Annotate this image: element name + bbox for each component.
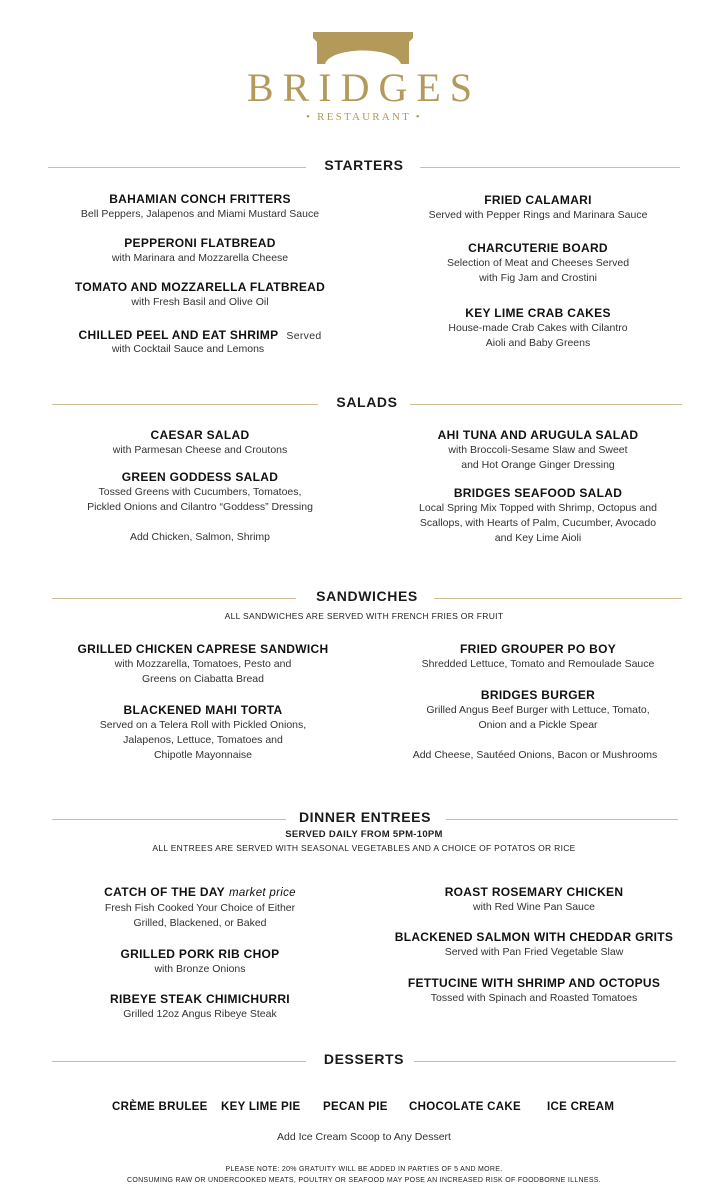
add-on-note: Add Cheese, Sautéed Onions, Bacon or Mushrooms <box>412 749 658 761</box>
item-desc: with Parmesan Cheese and Croutons <box>112 444 288 456</box>
menu-item <box>40 280 360 310</box>
item-desc: with Fig Jam and Crostini <box>479 272 597 284</box>
item-extra: Served <box>286 330 322 342</box>
item-desc: with Mozzarella, Tomatoes, Pesto and <box>114 658 292 670</box>
item-desc: Greens on Ciabatta Bread <box>142 673 264 685</box>
menu-item <box>388 688 688 733</box>
item-name: CAESAR SALAD <box>150 428 250 442</box>
item-desc: with Red Wine Pan Sauce <box>473 901 595 913</box>
item-desc: Served with Pepper Rings and Marinara Sauce <box>428 209 648 221</box>
section-title: SANDWICHES <box>316 588 418 604</box>
menu-item <box>40 329 360 355</box>
item-desc: Chipotle Mayonnaise <box>153 749 253 761</box>
section-note: ALL ENTREES ARE SERVED WITH SEASONAL VEGETABLES AND A CHOICE OF POTATOS OR RICE <box>152 843 576 853</box>
item-name: GRILLED PORK RIB CHOP <box>120 947 280 961</box>
item-desc: House-made Crab Cakes with Cilantro <box>448 322 628 334</box>
item-desc: Fresh Fish Cooked Your Choice of Either <box>104 902 296 914</box>
divider <box>446 819 678 820</box>
menu-item <box>40 642 366 687</box>
item-name: AHI TUNA AND ARUGULA SALAD <box>437 428 639 442</box>
add-on-note: Add Ice Cream Scoop to Any Dessert <box>277 1131 451 1143</box>
item-desc: Grilled 12oz Angus Ribeye Steak <box>123 1008 277 1020</box>
item-desc: Shredded Lettuce, Tomato and Remoulade Sauce <box>421 658 655 670</box>
bridge-icon <box>311 32 415 68</box>
health-warning: CONSUMING RAW OR UNDERCOOKED MEATS, POULTRY OR SEAFOOD MAY POSE AN INCREASED RISK OF FOODBORNE ILLNESS. <box>126 1177 602 1184</box>
item-name: BAHAMIAN CONCH FRITTERS <box>109 192 291 206</box>
menu-item <box>40 428 360 458</box>
item-desc: with Bronze Onions <box>154 963 246 975</box>
brand-name: BRIDGES <box>246 65 482 110</box>
item-name <box>40 885 360 901</box>
item-name: TOMATO AND MOZZARELLA FLATBREAD <box>74 280 326 294</box>
gratuity-note: PLEASE NOTE: 20% GRATUITY WILL BE ADDED IN PARTIES OF 5 AND MORE. <box>225 1166 503 1173</box>
item-desc: Tossed Greens with Cucumbers, Tomatoes, <box>98 486 302 498</box>
item-name: FRIED GROUPER PO BOY <box>459 642 617 656</box>
menu-item <box>388 241 688 286</box>
item-desc: Aioli and Baby Greens <box>485 337 591 349</box>
dessert-item: CHOCOLATE CAKE <box>409 1101 521 1113</box>
section-title: STARTERS <box>324 157 404 173</box>
item-name: BLACKENED MAHI TORTA <box>123 703 283 717</box>
item-desc: Grilled Angus Beef Burger with Lettuce, Tomato, <box>426 704 650 716</box>
item-name: BRIDGES SEAFOOD SALAD <box>453 486 623 500</box>
item-name-text: CATCH OF THE DAY <box>104 885 225 899</box>
item-name: RIBEYE STEAK CHIMICHURRI <box>110 992 290 1006</box>
item-name: PEPPERONI FLATBREAD <box>124 236 276 250</box>
menu-item <box>40 992 360 1022</box>
divider <box>434 598 682 599</box>
item-desc: Local Spring Mix Topped with Shrimp, Octopus and <box>419 502 657 514</box>
item-desc: Scallops, with Hearts of Palm, Cucumber, Avocado <box>419 517 657 529</box>
item-desc: Jalapenos, Lettuce, Tomatoes and <box>123 734 283 746</box>
item-name: FRIED CALAMARI <box>484 193 592 207</box>
item-desc: with Fresh Basil and Olive Oil <box>131 296 269 308</box>
item-price: market price <box>228 887 296 899</box>
menu-item <box>40 470 360 515</box>
dessert-item: KEY LIME PIE <box>221 1101 301 1113</box>
menu-item <box>378 976 690 1006</box>
section-title: DINNER ENTREES <box>298 809 432 825</box>
brand-subtitle: • RESTAURANT • <box>306 111 422 123</box>
menu-item <box>378 885 690 915</box>
menu-item <box>388 193 688 223</box>
dessert-item: CRÈME BRULEE <box>112 1101 208 1113</box>
menu-item <box>40 236 360 266</box>
entrees-header <box>52 809 678 829</box>
item-desc: Onion and a Pickle Spear <box>478 719 598 731</box>
item-desc: Served on a Telera Roll with Pickled Onions, <box>99 719 307 731</box>
item-desc: with Marinara and Mozzarella Cheese <box>111 252 289 264</box>
item-name: KEY LIME CRAB CAKES <box>465 306 611 320</box>
menu-item <box>388 486 688 546</box>
item-desc: and Hot Orange Ginger Dressing <box>461 459 615 471</box>
menu-item <box>388 642 688 672</box>
menu-item <box>40 885 360 931</box>
item-desc: Pickled Onions and Cilantro “Goddess” Dressing <box>87 501 313 513</box>
section-title: SALADS <box>336 394 398 410</box>
divider <box>410 404 682 405</box>
menu-item <box>40 703 366 763</box>
item-name: GREEN GODDESS SALAD <box>121 470 279 484</box>
section-note: SERVED DAILY FROM 5PM-10PM <box>285 829 443 840</box>
menu-item <box>40 947 360 977</box>
item-name: BRIDGES BURGER <box>480 688 596 702</box>
section-title: DESSERTS <box>323 1051 405 1067</box>
item-desc: with Broccoli-Sesame Slaw and Sweet <box>448 444 628 456</box>
dessert-item: PECAN PIE <box>323 1101 388 1113</box>
starters-header <box>48 157 680 177</box>
menu-item <box>388 306 688 351</box>
item-name: FETTUCINE WITH SHRIMP AND OCTOPUS <box>407 976 661 990</box>
item-desc: and Key Lime Aioli <box>494 532 582 544</box>
desserts-header <box>52 1051 676 1071</box>
item-name: BLACKENED SALMON WITH CHEDDAR GRITS <box>394 930 674 944</box>
item-name-text: CHILLED PEEL AND EAT SHRIMP <box>78 328 279 342</box>
item-desc: Grilled, Blackened, or Baked <box>133 917 267 929</box>
menu-item <box>378 930 690 960</box>
item-desc: Served with Pan Fried Vegetable Slaw <box>444 946 624 958</box>
section-note: ALL SANDWICHES ARE SERVED WITH FRENCH FRIES OR FRUIT <box>224 611 504 621</box>
item-name: CHARCUTERIE BOARD <box>468 241 608 255</box>
item-name <box>40 329 360 343</box>
menu-item <box>40 192 360 222</box>
item-desc: Selection of Meat and Cheeses Served <box>446 257 630 269</box>
add-on-note: Add Chicken, Salmon, Shrimp <box>129 531 271 543</box>
divider <box>414 1061 676 1062</box>
sandwiches-header <box>52 588 682 608</box>
salads-header <box>52 394 682 414</box>
menu-item <box>388 428 688 473</box>
dessert-item: ICE CREAM <box>547 1101 615 1113</box>
footer-note <box>0 1164 728 1186</box>
item-name: ROAST ROSEMARY CHICKEN <box>444 885 624 899</box>
item-desc: Bell Peppers, Jalapenos and Miami Mustard Sauce <box>80 208 320 220</box>
item-desc: Tossed with Spinach and Roasted Tomatoes <box>430 992 638 1004</box>
item-desc: with Cocktail Sauce and Lemons <box>111 343 265 355</box>
divider <box>420 167 680 168</box>
item-name: GRILLED CHICKEN CAPRESE SANDWICH <box>77 642 329 656</box>
